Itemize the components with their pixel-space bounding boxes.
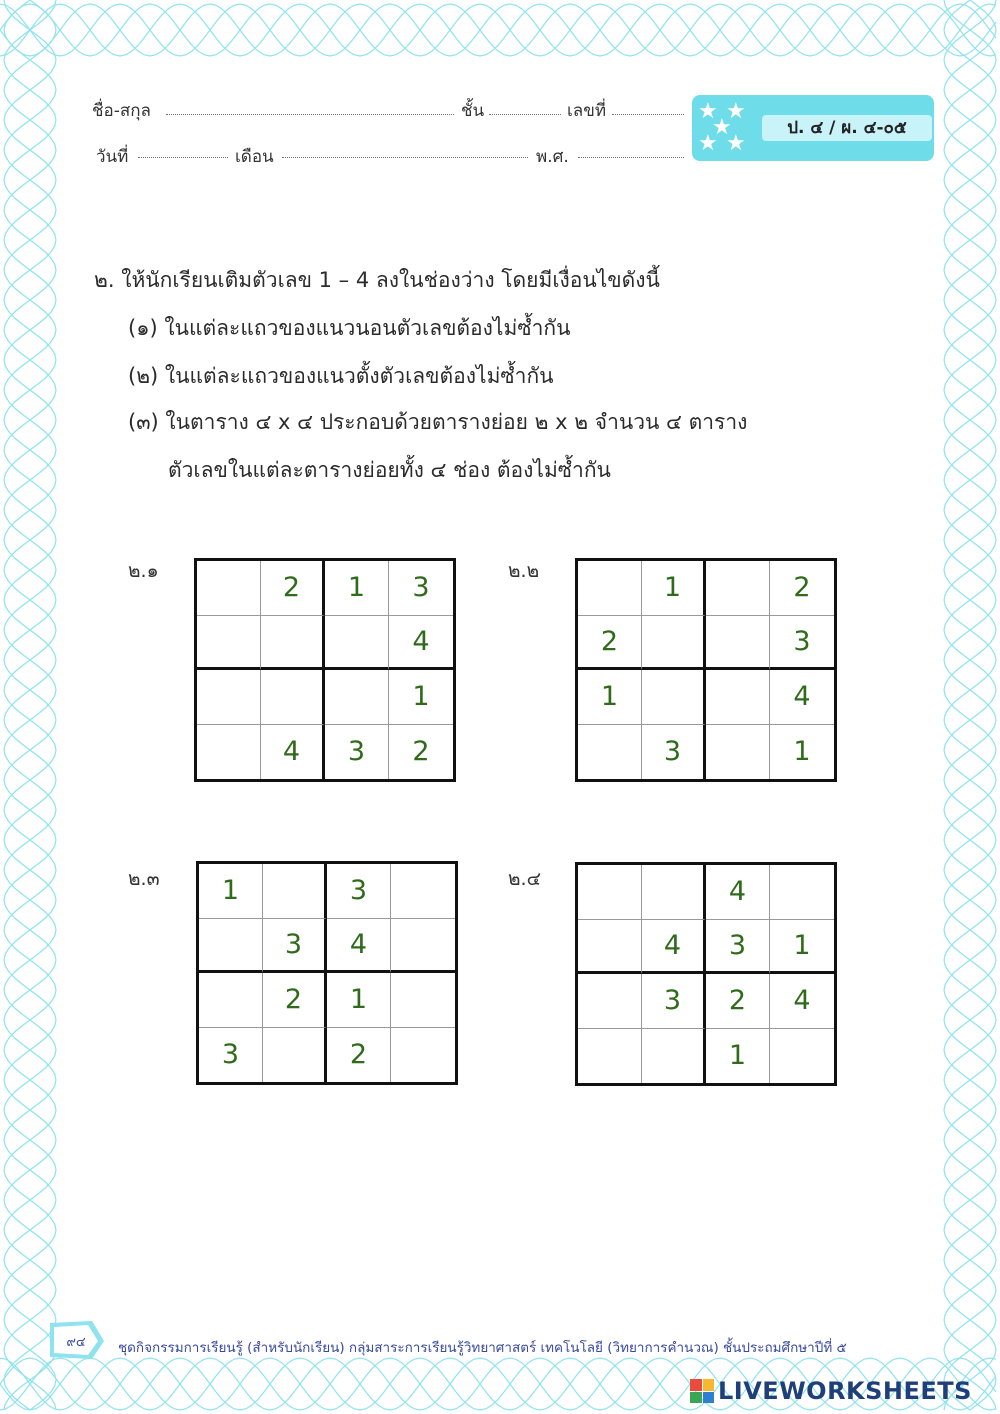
name-label: ชื่อ-สกุล	[92, 101, 151, 121]
given-cell: 3	[770, 616, 834, 671]
given-cell: 3	[642, 725, 706, 780]
empty-cell[interactable]	[263, 1028, 327, 1083]
empty-cell[interactable]	[197, 670, 261, 725]
empty-cell[interactable]	[642, 670, 706, 725]
puzzle-label: ๒.๒	[508, 560, 540, 582]
empty-cell[interactable]	[197, 561, 261, 616]
puzzle-label: ๒.๑	[128, 560, 159, 582]
sudoku-grid-2-1	[194, 558, 456, 782]
empty-cell[interactable]	[706, 561, 770, 616]
page-number-tab	[48, 1319, 106, 1361]
instruction-rule-3-cont: ตัวเลขในแต่ละตารางย่อยทั้ง ๔ ช่อง ต้องไม่ซ้ำกัน	[168, 458, 611, 482]
sudoku-grid-2-2	[575, 558, 837, 782]
empty-cell[interactable]	[706, 616, 770, 671]
given-cell: 3	[327, 864, 391, 919]
page-number: ๙๔	[66, 1335, 86, 1350]
footer-text: ชุดกิจกรรมการเรียนรู้ (สำหรับนักเรียน) กลุ่มสาระการเรียนรู้วิทยาศาสตร์ เทคโนโลยี (วิทยาการคำนวณ) ชั้นประถมศึกษาปีที่ ๕	[118, 1340, 847, 1356]
given-cell: 1	[389, 670, 453, 725]
liveworksheets-logo-icon	[690, 1379, 714, 1403]
empty-cell[interactable]	[391, 973, 455, 1028]
empty-cell[interactable]	[642, 616, 706, 671]
given-cell: 2	[578, 616, 642, 671]
given-cell: 2	[327, 1028, 391, 1083]
given-cell: 3	[642, 974, 706, 1029]
empty-cell[interactable]	[261, 616, 325, 671]
instruction-rule-3: (๓) ในตาราง ๔ x ๔ ประกอบด้วยตารางย่อย ๒ x ๒ จำนวน ๔ ตาราง	[128, 410, 748, 434]
given-cell: 1	[199, 864, 263, 919]
empty-cell[interactable]	[706, 670, 770, 725]
empty-cell[interactable]	[642, 1029, 706, 1084]
border-pattern	[0, 4, 996, 56]
empty-cell[interactable]	[706, 725, 770, 780]
star-icon: ★	[698, 99, 718, 124]
empty-cell[interactable]	[263, 864, 327, 919]
empty-cell[interactable]	[325, 616, 389, 671]
month-label: เดือน	[235, 147, 274, 167]
given-cell: 2	[770, 561, 834, 616]
given-cell: 4	[770, 670, 834, 725]
empty-cell[interactable]	[197, 616, 261, 671]
month-field[interactable]	[282, 157, 528, 158]
given-cell: 1	[770, 920, 834, 975]
year-label: พ.ศ.	[536, 147, 569, 167]
empty-cell[interactable]	[578, 725, 642, 780]
sudoku-grid-2-3	[196, 861, 458, 1085]
empty-cell[interactable]	[770, 865, 834, 920]
class-label: ชั้น	[461, 101, 485, 121]
sudoku-grid-2-4	[575, 862, 837, 1086]
puzzle-label: ๒.๓	[128, 868, 160, 890]
given-cell: 1	[325, 561, 389, 616]
given-cell: 2	[706, 974, 770, 1029]
star-icon: ★	[712, 115, 732, 140]
empty-cell[interactable]	[199, 919, 263, 974]
given-cell: 2	[263, 973, 327, 1028]
number-field[interactable]	[612, 114, 684, 115]
empty-cell[interactable]	[578, 974, 642, 1029]
empty-cell[interactable]	[642, 865, 706, 920]
given-cell: 1	[327, 973, 391, 1028]
empty-cell[interactable]	[578, 920, 642, 975]
lesson-badge	[692, 95, 934, 161]
empty-cell[interactable]	[197, 725, 261, 780]
empty-cell[interactable]	[578, 561, 642, 616]
given-cell: 2	[261, 561, 325, 616]
given-cell: 4	[642, 920, 706, 975]
empty-cell[interactable]	[261, 670, 325, 725]
given-cell: 3	[199, 1028, 263, 1083]
given-cell: 4	[706, 865, 770, 920]
liveworksheets-watermark	[690, 1376, 972, 1406]
star-icon: ★	[726, 131, 746, 156]
date-field[interactable]	[138, 157, 228, 158]
empty-cell[interactable]	[391, 1028, 455, 1083]
given-cell: 4	[327, 919, 391, 974]
class-field[interactable]	[489, 114, 561, 115]
given-cell: 1	[578, 670, 642, 725]
empty-cell[interactable]	[578, 1029, 642, 1084]
instruction-rule-1: (๑) ในแต่ละแถวของแนวนอนตัวเลขต้องไม่ซ้ำกัน	[128, 316, 571, 340]
empty-cell[interactable]	[325, 670, 389, 725]
year-field[interactable]	[578, 157, 684, 158]
star-icon: ★	[726, 99, 746, 124]
name-field[interactable]	[166, 114, 454, 115]
badge-code: ป. ๔ / ผ. ๔-๐๕	[762, 115, 932, 141]
date-label: วันที่	[96, 147, 129, 167]
empty-cell[interactable]	[391, 919, 455, 974]
empty-cell[interactable]	[391, 864, 455, 919]
given-cell: 1	[793, 736, 811, 768]
given-cell: 4	[770, 974, 834, 1029]
given-cell: 2	[412, 736, 430, 768]
given-cell: 3	[263, 919, 327, 974]
given-cell: 1	[706, 1029, 770, 1084]
empty-cell[interactable]	[199, 973, 263, 1028]
given-cell: 4	[389, 616, 453, 671]
puzzle-label: ๒.๔	[508, 868, 541, 890]
star-icon: ★	[698, 131, 718, 156]
number-label: เลขที่	[567, 101, 607, 121]
instruction-rule-2: (๒) ในแต่ละแถวของแนวตั้งตัวเลขต้องไม่ซ้ำกัน	[128, 364, 554, 388]
given-cell: 3	[389, 561, 453, 616]
empty-cell[interactable]	[770, 1029, 834, 1084]
given-cell: 4	[261, 725, 325, 780]
given-cell: 1	[642, 561, 706, 616]
liveworksheets-text: LIVEWORKSHEETS	[718, 1377, 972, 1405]
given-cell: 3	[325, 725, 389, 780]
given-cell: 3	[706, 920, 770, 975]
empty-cell[interactable]	[578, 865, 642, 920]
instruction-title: ๒. ให้นักเรียนเติมตัวเลข 1 – 4 ลงในช่องว่าง โดยมีเงื่อนไขดังนี้	[94, 268, 660, 292]
